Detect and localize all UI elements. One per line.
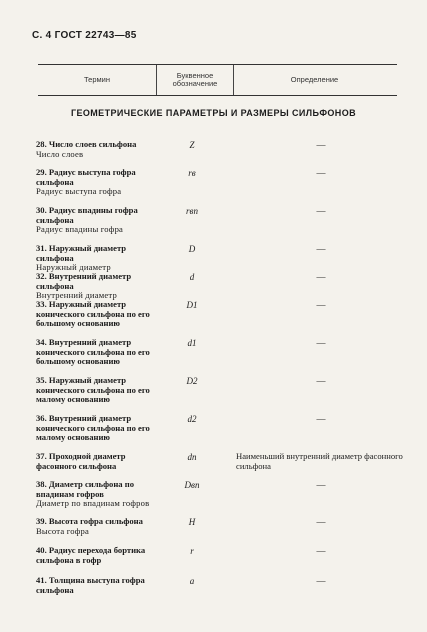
term-bold: 28. Число слоев сильфона [36, 139, 137, 149]
term-definition: — [316, 272, 326, 282]
term-entry [36, 300, 156, 329]
term-definition: — [316, 338, 326, 348]
column-header-definition: Определение [290, 74, 339, 84]
term-normal: Высота гофра [36, 525, 90, 536]
term-definition: — [316, 546, 326, 556]
term-definition: Наименьший внутренний диаметр фасонного сильфона [236, 451, 403, 471]
term-definition: — [316, 517, 326, 527]
term-normal: Число слоев [36, 148, 84, 159]
section-title: ГЕОМЕТРИЧЕСКИЕ ПАРАМЕТРЫ И РАЗМЕРЫ СИЛЬФОНОВ [70, 108, 357, 118]
term-entry [36, 546, 156, 565]
term-definition: — [316, 480, 326, 490]
column-header-term: Термин [84, 74, 110, 84]
term-entry [36, 140, 156, 159]
term-bold: 37. Проходной диаметр фасонного сильфона [36, 451, 126, 471]
term-symbol: D1 [186, 300, 198, 310]
term-definition: — [316, 576, 326, 586]
term-definition: — [316, 376, 326, 386]
term-bold: 41. Толщина выступа гофра сильфона [36, 575, 145, 595]
term-symbol: d [189, 272, 195, 282]
column-header-symbol: Буквенное обозначение [156, 65, 234, 95]
term-symbol: rв [188, 168, 196, 178]
term-definition: — [316, 140, 326, 150]
term-entry [36, 517, 156, 536]
term-entry [36, 272, 156, 301]
term-entry [36, 452, 156, 471]
term-symbol: r [190, 546, 194, 556]
term-symbol: D2 [186, 376, 198, 386]
term-bold: 32. Внутренний диаметр сильфона [36, 271, 132, 291]
term-bold: 29. Радиус выступа гофра сильфона [36, 167, 136, 187]
term-symbol: Z [189, 140, 195, 150]
term-bold: 31. Наружный диаметр сильфона [36, 243, 127, 263]
term-entry [36, 206, 156, 235]
term-definition: — [316, 168, 326, 178]
column-header-row [38, 64, 397, 96]
term-normal: Наружный диаметр [36, 262, 111, 273]
term-symbol: d2 [187, 414, 197, 424]
term-bold: 38. Диаметр сильфона по впадинам гофров [36, 479, 134, 499]
term-entry [36, 414, 156, 443]
term-entry [36, 376, 156, 405]
term-entry [36, 244, 156, 273]
term-symbol: a [189, 576, 195, 586]
term-symbol: d1 [187, 338, 197, 348]
term-bold: 39. Высота гофра сильфона [36, 516, 143, 526]
term-symbol: Dвп [184, 480, 200, 490]
term-normal: Радиус выступа гофра [36, 186, 122, 197]
term-bold: 40. Радиус перехода бортика сильфона в гофр [36, 545, 146, 565]
term-bold: 33. Наружный диаметр конического сильфона по его большому основанию [36, 299, 150, 329]
term-bold: 36. Внутренний диаметр конического сильфона по его малому основанию [36, 413, 150, 443]
term-entry [36, 576, 156, 595]
term-symbol: D [188, 244, 196, 254]
term-symbol: dп [187, 452, 197, 462]
term-bold: 34. Внутренний диаметр конического сильфона по его большому основанию [36, 337, 150, 367]
term-normal: Радиус впадины гофра [36, 224, 124, 235]
term-definition: — [316, 244, 326, 254]
term-symbol: rвп [186, 206, 198, 216]
page-header: С. 4 ГОСТ 22743—85 [32, 30, 137, 41]
term-entry [36, 168, 156, 197]
term-definition: — [316, 206, 326, 216]
term-symbol: H [188, 517, 196, 527]
term-definition: — [316, 414, 326, 424]
term-bold: 35. Наружный диаметр конического сильфона по его малому основанию [36, 375, 150, 405]
term-entry [36, 480, 156, 509]
term-normal: Внутренний диаметр [36, 290, 117, 301]
term-bold: 30. Радиус впадины гофра сильфона [36, 205, 138, 225]
term-entry [36, 338, 156, 367]
term-normal: Диаметр по впадинам гофров [36, 498, 150, 509]
term-definition: — [316, 300, 326, 310]
